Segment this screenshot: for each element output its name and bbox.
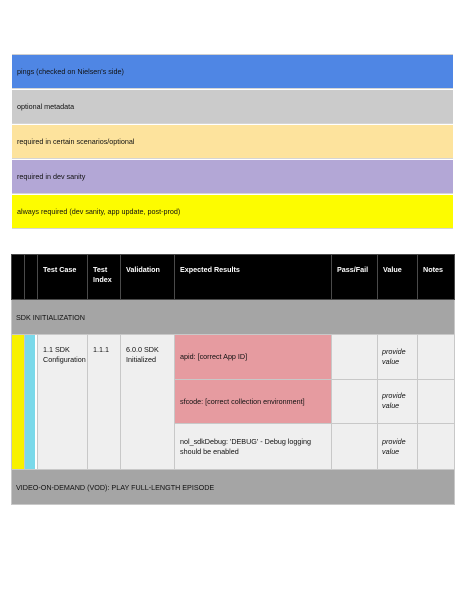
value-cell[interactable]: provide value [378,424,418,470]
header-pass-fail: Pass/Fail [332,255,378,300]
value-cell[interactable]: provide value [378,379,418,424]
test-index-cell: 1.1.1 [88,335,121,470]
priority-tag-cyan [25,335,35,469]
header-tag-col-2 [25,255,38,300]
section-title-sdk-initialization: SDK INITIALIZATION [12,300,455,335]
legend-item-optional-metadata [12,90,453,124]
pass-fail-cell[interactable] [332,424,378,470]
header-tag-col-1 [12,255,25,300]
header-expected-results: Expected Results [175,255,332,300]
section-row [12,470,455,505]
legend-label: always required (dev sanity, app update, post-prod) [17,207,181,216]
notes-cell[interactable] [418,335,455,380]
header-test-case: Test Case [38,255,88,300]
expected-result-sfcode: sfcode: [correct collection environment] [175,379,332,424]
pass-fail-cell[interactable] [332,335,378,380]
legend-label: optional metadata [17,102,75,111]
legend-label: required in certain scenarios/optional [17,137,135,146]
header-test-index: Test Index [88,255,121,300]
test-case-cell: 1.1 SDK Configuration [38,335,88,470]
table-row [12,335,455,380]
notes-cell[interactable] [418,379,455,424]
legend-label: pings (checked on Nielsen's side) [17,67,124,76]
notes-cell[interactable] [418,424,455,470]
test-case-table [11,254,455,505]
value-cell[interactable]: provide value [378,335,418,380]
expected-result-apid: apid: [correct App ID] [175,335,332,380]
expected-result-sdk-debug: nol_sdkDebug: 'DEBUG' - Debug logging should be enabled [175,424,332,470]
legend-item-dev-sanity [12,160,453,194]
pass-fail-cell[interactable] [332,379,378,424]
table-header-row [12,255,455,300]
legend-label: required in dev sanity [17,172,86,181]
legend-item-always-required [12,195,453,229]
header-notes: Notes [418,255,455,300]
header-validation: Validation [121,255,175,300]
color-legend [12,54,453,229]
priority-tag-yellow [12,335,25,470]
legend-item-certain-scenarios [12,125,453,159]
section-row [12,300,455,335]
header-value: Value [378,255,418,300]
priority-tag-cyan-cell [25,335,38,470]
section-title-vod-full-episode: VIDEO-ON-DEMAND (VOD): PLAY FULL-LENGTH EPISODE [12,470,455,505]
legend-item-pings [12,55,453,89]
validation-cell: 6.0.0 SDK Initialized [121,335,175,470]
